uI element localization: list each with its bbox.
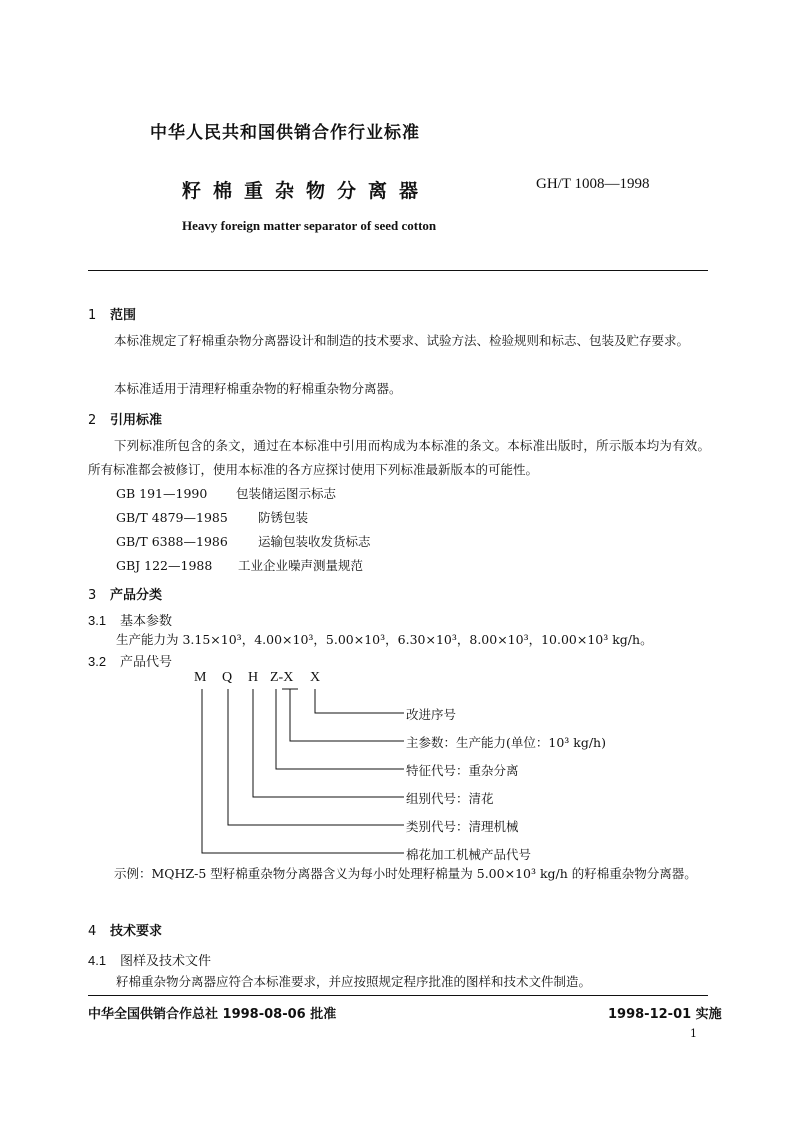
code-label: 类别代号：清理机械 [406,819,519,834]
connector-line [228,689,404,825]
code-label: 特征代号：重杂分离 [406,763,519,778]
code-label: 改进序号 [406,707,457,722]
reference-code: GB 191—1990 [116,486,208,501]
section-number: 2 [88,413,97,428]
reference-name: 防锈包装 [258,510,309,525]
section-1-paragraph-1: 本标准规定了籽棉重杂物分离器设计和制造的技术要求、试验方法、检验规则和标志、包装及贮存要求。 [114,333,690,348]
subsection-number: 4.1 [88,953,107,968]
code-label: 组别代号：清花 [406,791,494,806]
code-letter: M [194,670,207,685]
section-number: 4 [88,924,97,939]
reference-name: 包装储运图示标志 [236,486,337,501]
reference-code: GB/T 4879—1985 [116,510,228,525]
approval-info: 中华全国供销合作总社 1998-08-06 批准 [88,1007,337,1022]
subsection-title: 产品代号 [120,655,173,670]
code-label: 棉花加工机械产品代号 [406,847,532,862]
footer-divider [88,995,708,996]
section-title: 范围 [110,308,137,323]
section-number: 3 [88,588,97,603]
code-label: 主参数：生产能力(单位：10³ kg/h) [406,735,606,750]
reference-name: 运输包装收发货标志 [258,534,371,549]
section-number: 1 [88,308,97,323]
code-letter: Q [222,670,233,685]
subsection-number: 3.1 [88,613,107,628]
issuing-organization: 中华人民共和国供销合作行业标准 [150,123,420,143]
reference-code: GB/T 6388—1986 [116,534,228,549]
document-title: 籽棉重杂物分离器 [182,180,431,202]
section-title: 产品分类 [110,588,163,603]
section-title: 技术要求 [110,924,163,939]
subsection-title: 基本参数 [120,614,173,629]
subsection-number: 3.2 [88,654,107,669]
capacity-values: 生产能力为 3.15×10³，4.00×10³，5.00×10³，6.30×10³，8.00×10³，10.00×10³ kg/h。 [116,632,653,647]
section-2-paragraph: 下列标准所包含的条文，通过在本标准中引用而构成为本标准的条文。本标准出版时，所示版本均为有效。所有标准都会被修订，使用本标准的各方应探讨使用下列标准最新版本的可能性。 [88,438,710,477]
connector-line [315,689,404,713]
section-title: 引用标准 [110,413,163,428]
implementation-date: 1998-12-01 实施 [608,1007,722,1022]
subsection-title: 图样及技术文件 [120,954,212,969]
connector-line [290,689,404,741]
code-letter: H [248,670,259,685]
reference-code: GBJ 122—1988 [116,558,213,573]
reference-name: 工业企业噪声测量规范 [238,558,364,573]
subsection-4-1-text: 籽棉重杂物分离器应符合本标准要求，并应按照规定程序批准的图样和技术文件制造。 [116,974,592,989]
page-number: 1 [690,1027,697,1040]
standard-code: GH/T 1008—1998 [536,176,650,192]
section-1-paragraph-2: 本标准适用于清理籽棉重杂物的籽棉重杂物分离器。 [114,381,402,396]
connector-line [202,689,404,853]
connector-line [276,689,404,769]
code-letter: Z-X [270,670,294,685]
subsection-4-1-heading [88,950,211,969]
section-4-heading [88,920,162,939]
document-title-english: Heavy foreign matter separator of seed cotton [182,218,437,233]
code-letter: X [310,670,321,685]
product-code-example: 示例：MQHZ-5 型籽棉重杂物分离器含义为每小时处理籽棉量为 5.00×10³ kg/h 的籽棉重杂物分离器。 [114,866,697,881]
